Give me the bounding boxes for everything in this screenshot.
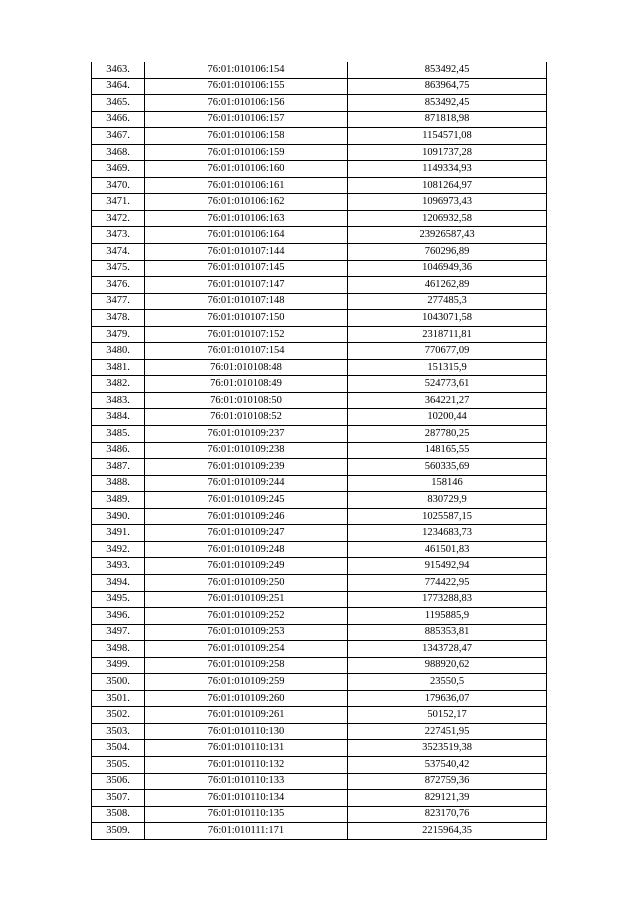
row-number-cell: 3490.	[92, 508, 145, 525]
cadastral-value-cell: 179636,07	[348, 690, 547, 707]
row-number-cell: 3474.	[92, 244, 145, 261]
cadastral-value-cell: 524773,61	[348, 376, 547, 393]
row-number-cell: 3484.	[92, 409, 145, 426]
cadastral-number-cell: 76:01:010106:157	[145, 111, 348, 128]
cadastral-number-cell: 76:01:010109:248	[145, 541, 348, 558]
table-row	[92, 723, 547, 740]
cadastral-number-cell: 76:01:010109:259	[145, 674, 348, 691]
cadastral-value-cell: 885353,81	[348, 624, 547, 641]
row-number-cell: 3501.	[92, 690, 145, 707]
cadastral-value-cell: 3523519,38	[348, 740, 547, 757]
cadastral-value-cell: 1234683,73	[348, 525, 547, 542]
table-row	[92, 128, 547, 145]
cadastral-value-cell: 2318711,81	[348, 326, 547, 343]
cadastral-value-cell: 774422,95	[348, 574, 547, 591]
row-number-cell: 3506.	[92, 773, 145, 790]
table-row	[92, 426, 547, 443]
table-row	[92, 558, 547, 575]
row-number-cell: 3486.	[92, 442, 145, 459]
cadastral-number-cell: 76:01:010111:171	[145, 823, 348, 840]
cadastral-value-cell: 364221,27	[348, 392, 547, 409]
table-row	[92, 823, 547, 840]
cadastral-number-cell: 76:01:010106:154	[145, 62, 348, 78]
row-number-cell: 3463.	[92, 62, 145, 78]
cadastral-value-cell: 2215964,35	[348, 823, 547, 840]
row-number-cell: 3469.	[92, 161, 145, 178]
table-row	[92, 574, 547, 591]
cadastral-value-cell: 871818,98	[348, 111, 547, 128]
cadastral-value-cell: 50152,17	[348, 707, 547, 724]
cadastral-value-cell: 1091737,28	[348, 144, 547, 161]
table-row	[92, 359, 547, 376]
cadastral-value-cell: 151315,9	[348, 359, 547, 376]
table-row	[92, 806, 547, 823]
cadastral-value-cell: 461262,89	[348, 277, 547, 294]
cadastral-number-cell: 76:01:010109:239	[145, 459, 348, 476]
row-number-cell: 3508.	[92, 806, 145, 823]
row-number-cell: 3468.	[92, 144, 145, 161]
table-row	[92, 641, 547, 658]
row-number-cell: 3493.	[92, 558, 145, 575]
cadastral-value-cell: 1149334,93	[348, 161, 547, 178]
cadastral-value-cell: 988920,62	[348, 657, 547, 674]
table-row	[92, 790, 547, 807]
row-number-cell: 3478.	[92, 310, 145, 327]
row-number-cell: 3470.	[92, 177, 145, 194]
cadastral-number-cell: 76:01:010109:244	[145, 475, 348, 492]
table-row	[92, 227, 547, 244]
table-row	[92, 409, 547, 426]
table-body	[92, 62, 547, 839]
cadastral-number-cell: 76:01:010108:49	[145, 376, 348, 393]
table-row	[92, 177, 547, 194]
table-row	[92, 541, 547, 558]
table-row	[92, 210, 547, 227]
cadastral-number-cell: 76:01:010106:161	[145, 177, 348, 194]
cadastral-number-cell: 76:01:010110:130	[145, 723, 348, 740]
cadastral-value-cell: 158146	[348, 475, 547, 492]
row-number-cell: 3507.	[92, 790, 145, 807]
cadastral-number-cell: 76:01:010107:144	[145, 244, 348, 261]
cadastral-number-cell: 76:01:010109:245	[145, 492, 348, 509]
cadastral-number-cell: 76:01:010106:156	[145, 95, 348, 112]
cadastral-value-cell: 23926587,43	[348, 227, 547, 244]
row-number-cell: 3466.	[92, 111, 145, 128]
cadastral-value-cell: 823170,76	[348, 806, 547, 823]
table-row	[92, 756, 547, 773]
table-row	[92, 260, 547, 277]
table-row	[92, 525, 547, 542]
cadastral-number-cell: 76:01:010106:159	[145, 144, 348, 161]
table-row	[92, 773, 547, 790]
cadastral-number-cell: 76:01:010109:260	[145, 690, 348, 707]
table-row	[92, 78, 547, 95]
cadastral-number-cell: 76:01:010109:238	[145, 442, 348, 459]
row-number-cell: 3494.	[92, 574, 145, 591]
row-number-cell: 3489.	[92, 492, 145, 509]
table-row	[92, 95, 547, 112]
cadastral-value-cell: 770677,09	[348, 343, 547, 360]
cadastral-number-cell: 76:01:010106:164	[145, 227, 348, 244]
table-row	[92, 293, 547, 310]
table-row	[92, 244, 547, 261]
cadastral-value-cell: 915492,94	[348, 558, 547, 575]
table-row	[92, 343, 547, 360]
row-number-cell: 3471.	[92, 194, 145, 211]
table-row	[92, 674, 547, 691]
table-row	[92, 392, 547, 409]
table-row	[92, 707, 547, 724]
table-row	[92, 740, 547, 757]
row-number-cell: 3480.	[92, 343, 145, 360]
cadastral-number-cell: 76:01:010109:247	[145, 525, 348, 542]
table-row	[92, 144, 547, 161]
row-number-cell: 3482.	[92, 376, 145, 393]
cadastral-value-cell: 1773288,83	[348, 591, 547, 608]
row-number-cell: 3497.	[92, 624, 145, 641]
cadastral-value-cell: 277485,3	[348, 293, 547, 310]
cadastral-value-cell: 1343728,47	[348, 641, 547, 658]
row-number-cell: 3496.	[92, 608, 145, 625]
cadastral-value-cell: 1081264,97	[348, 177, 547, 194]
row-number-cell: 3481.	[92, 359, 145, 376]
cadastral-value-cell: 1025587,15	[348, 508, 547, 525]
cadastral-value-table	[91, 62, 547, 840]
row-number-cell: 3492.	[92, 541, 145, 558]
cadastral-value-cell: 1096973,43	[348, 194, 547, 211]
cadastral-number-cell: 76:01:010109:246	[145, 508, 348, 525]
cadastral-number-cell: 76:01:010109:250	[145, 574, 348, 591]
cadastral-number-cell: 76:01:010109:261	[145, 707, 348, 724]
cadastral-value-cell: 829121,39	[348, 790, 547, 807]
cadastral-value-cell: 23550,5	[348, 674, 547, 691]
cadastral-value-cell: 853492,45	[348, 62, 547, 78]
table-row	[92, 111, 547, 128]
cadastral-value-cell: 1206932,58	[348, 210, 547, 227]
row-number-cell: 3473.	[92, 227, 145, 244]
cadastral-value-cell: 1154571,08	[348, 128, 547, 145]
cadastral-number-cell: 76:01:010106:155	[145, 78, 348, 95]
table-row	[92, 492, 547, 509]
table-row	[92, 508, 547, 525]
cadastral-number-cell: 76:01:010109:252	[145, 608, 348, 625]
row-number-cell: 3467.	[92, 128, 145, 145]
cadastral-number-cell: 76:01:010109:251	[145, 591, 348, 608]
table-row	[92, 62, 547, 78]
table-row	[92, 277, 547, 294]
row-number-cell: 3502.	[92, 707, 145, 724]
cadastral-number-cell: 76:01:010109:254	[145, 641, 348, 658]
cadastral-number-cell: 76:01:010110:131	[145, 740, 348, 757]
cadastral-number-cell: 76:01:010106:163	[145, 210, 348, 227]
table-row	[92, 690, 547, 707]
row-number-cell: 3479.	[92, 326, 145, 343]
cadastral-number-cell: 76:01:010107:152	[145, 326, 348, 343]
table-row	[92, 657, 547, 674]
cadastral-value-cell: 1046949,36	[348, 260, 547, 277]
table-row	[92, 624, 547, 641]
row-number-cell: 3500.	[92, 674, 145, 691]
cadastral-value-cell: 227451,95	[348, 723, 547, 740]
row-number-cell: 3464.	[92, 78, 145, 95]
row-number-cell: 3485.	[92, 426, 145, 443]
row-number-cell: 3472.	[92, 210, 145, 227]
cadastral-value-cell: 1043071,58	[348, 310, 547, 327]
row-number-cell: 3477.	[92, 293, 145, 310]
row-number-cell: 3495.	[92, 591, 145, 608]
cadastral-value-cell: 461501,83	[348, 541, 547, 558]
row-number-cell: 3487.	[92, 459, 145, 476]
cadastral-number-cell: 76:01:010108:50	[145, 392, 348, 409]
cadastral-number-cell: 76:01:010110:135	[145, 806, 348, 823]
table-row	[92, 310, 547, 327]
cadastral-number-cell: 76:01:010109:249	[145, 558, 348, 575]
cadastral-value-cell: 10200,44	[348, 409, 547, 426]
cadastral-number-cell: 76:01:010110:132	[145, 756, 348, 773]
row-number-cell: 3491.	[92, 525, 145, 542]
cadastral-value-cell: 863964,75	[348, 78, 547, 95]
cadastral-number-cell: 76:01:010107:150	[145, 310, 348, 327]
cadastral-value-cell: 560335,69	[348, 459, 547, 476]
table-row	[92, 591, 547, 608]
cadastral-number-cell: 76:01:010109:258	[145, 657, 348, 674]
cadastral-number-cell: 76:01:010106:158	[145, 128, 348, 145]
cadastral-number-cell: 76:01:010110:134	[145, 790, 348, 807]
cadastral-value-cell: 760296,89	[348, 244, 547, 261]
table-row	[92, 608, 547, 625]
cadastral-number-cell: 76:01:010109:253	[145, 624, 348, 641]
cadastral-number-cell: 76:01:010108:52	[145, 409, 348, 426]
cadastral-value-cell: 830729,9	[348, 492, 547, 509]
cadastral-number-cell: 76:01:010107:145	[145, 260, 348, 277]
cadastral-number-cell: 76:01:010107:148	[145, 293, 348, 310]
cadastral-number-cell: 76:01:010106:162	[145, 194, 348, 211]
cadastral-value-cell: 287780,25	[348, 426, 547, 443]
row-number-cell: 3475.	[92, 260, 145, 277]
row-number-cell: 3503.	[92, 723, 145, 740]
row-number-cell: 3504.	[92, 740, 145, 757]
table-row	[92, 326, 547, 343]
table-row	[92, 194, 547, 211]
cadastral-number-cell: 76:01:010109:237	[145, 426, 348, 443]
cadastral-number-cell: 76:01:010108:48	[145, 359, 348, 376]
table-row	[92, 459, 547, 476]
cadastral-number-cell: 76:01:010107:154	[145, 343, 348, 360]
cadastral-number-cell: 76:01:010106:160	[145, 161, 348, 178]
row-number-cell: 3498.	[92, 641, 145, 658]
cadastral-value-cell: 148165,55	[348, 442, 547, 459]
table-row	[92, 376, 547, 393]
row-number-cell: 3509.	[92, 823, 145, 840]
table-row	[92, 442, 547, 459]
cadastral-value-cell: 1195885,9	[348, 608, 547, 625]
table-row	[92, 161, 547, 178]
cadastral-value-cell: 872759,36	[348, 773, 547, 790]
row-number-cell: 3488.	[92, 475, 145, 492]
table-row	[92, 475, 547, 492]
cadastral-value-cell: 853492,45	[348, 95, 547, 112]
cadastral-value-cell: 537540,42	[348, 756, 547, 773]
cadastral-number-cell: 76:01:010110:133	[145, 773, 348, 790]
row-number-cell: 3476.	[92, 277, 145, 294]
row-number-cell: 3465.	[92, 95, 145, 112]
row-number-cell: 3499.	[92, 657, 145, 674]
row-number-cell: 3483.	[92, 392, 145, 409]
cadastral-number-cell: 76:01:010107:147	[145, 277, 348, 294]
row-number-cell: 3505.	[92, 756, 145, 773]
